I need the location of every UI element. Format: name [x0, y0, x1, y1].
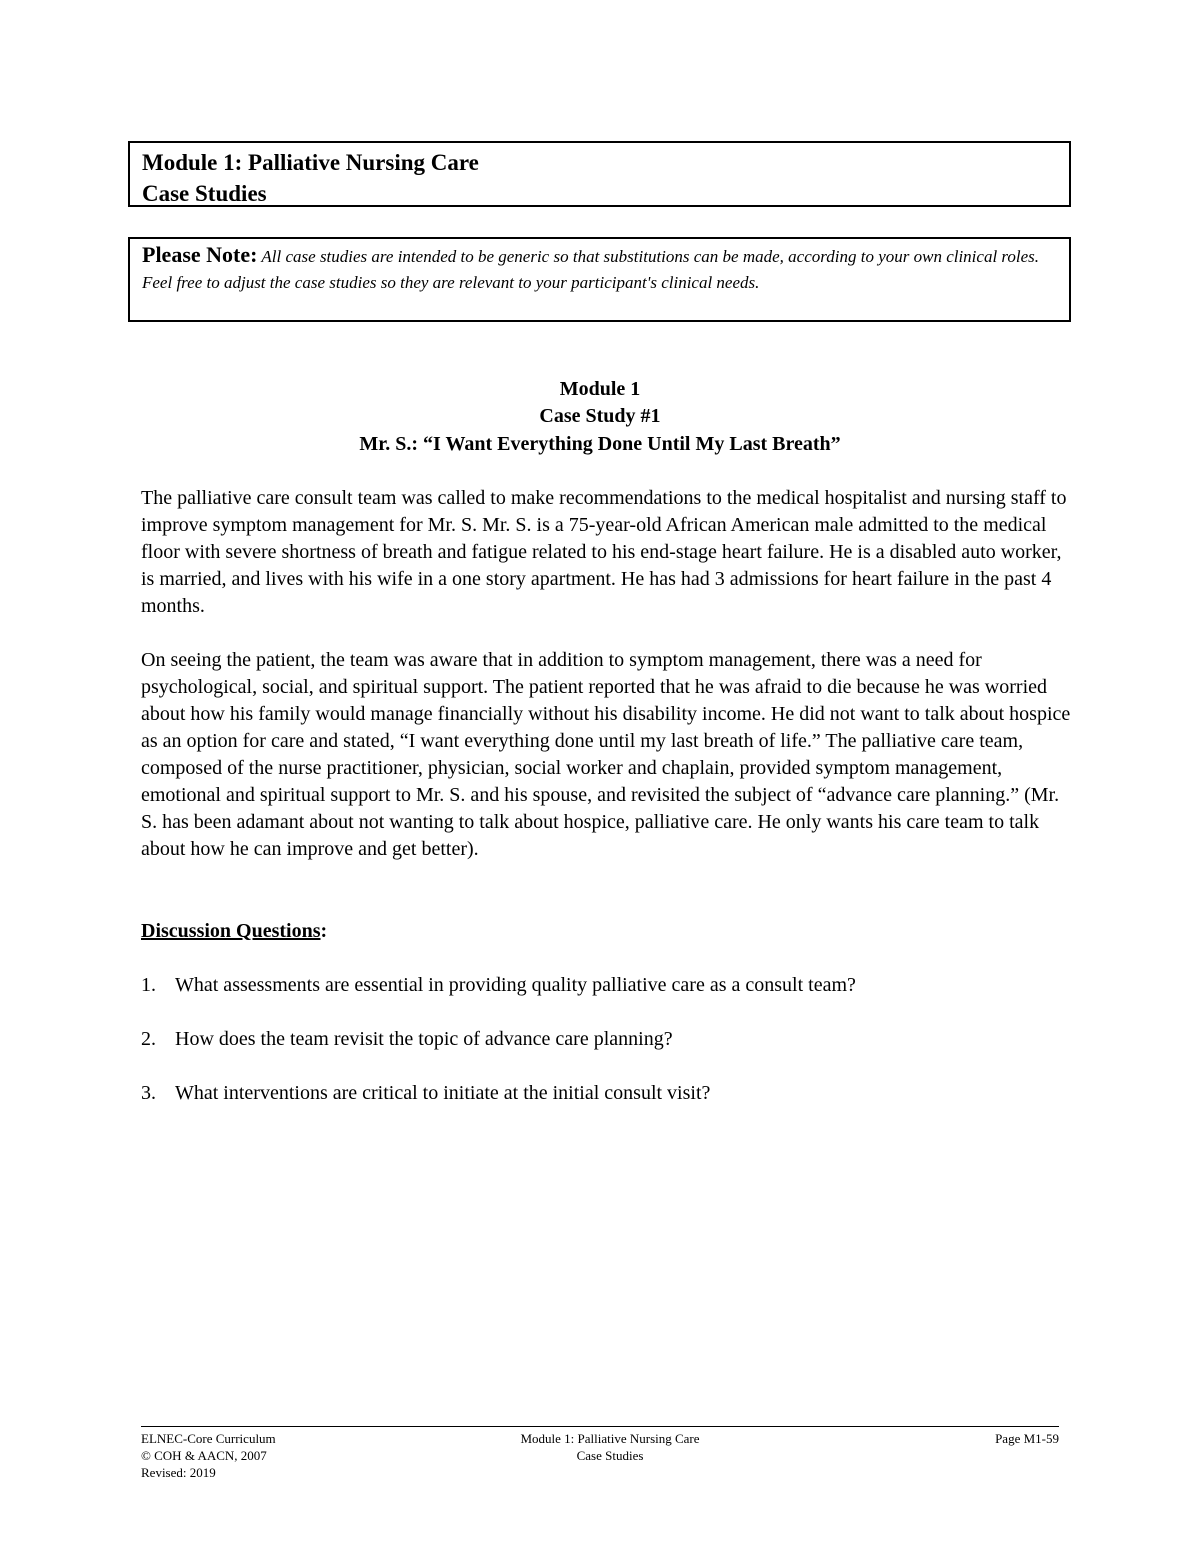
footer-left — [141, 1430, 276, 1481]
footer-center — [490, 1430, 730, 1464]
question-number: 2. — [141, 1028, 156, 1050]
case-paragraph-2: On seeing the patient, the team was aware that in addition to symptom management, there was a need for psychological, social, and spiritual support. The patient reported that he was afraid to die because he was worried about how his family would manage financially without his disability income. He did not want to talk about hospice as an option for care and stated, “I want everything done until my last breath of life.” The palliative care team, composed of the nurse practitioner, physician, social worker and chaplain, provided symptom management, emotional and spiritual support to Mr. S. and his spouse, and revisited the subject of “advance care planning.” (Mr. S. has been adamant about not wanting to talk about hospice, palliative care. He only wants his care team to talk about how he can improve and get better). — [141, 649, 1071, 860]
note-box — [128, 237, 1071, 322]
title-box — [128, 141, 1071, 207]
discussion-heading-colon: : — [320, 920, 328, 942]
footer-module: Module 1: Palliative Nursing Care — [520, 1431, 700, 1446]
discussion-heading — [141, 918, 327, 945]
question-number: 1. — [141, 974, 156, 996]
note-label: Please Note: — [142, 242, 258, 267]
footer-revised: Revised: 2019 — [141, 1465, 216, 1480]
note-paragraph — [142, 242, 1057, 295]
question-number: 3. — [141, 1082, 156, 1104]
footer-copyright: © COH & AACN, 2007 — [141, 1448, 267, 1463]
module-subtitle: Case Studies — [142, 181, 267, 206]
question-text: What interventions are critical to initiate at the initial consult visit? — [175, 1082, 711, 1104]
footer-page-number: Page M1-59 — [995, 1431, 1059, 1446]
module-title: Module 1: Palliative Nursing Care — [142, 150, 479, 175]
note-text: All case studies are intended to be generic so that substitutions can be made, according to your own clinical roles. Feel free to adjust the case studies so they are relevant to your participant's clinical needs. — [142, 247, 1040, 292]
footer-curriculum: ELNEC-Core Curriculum — [141, 1431, 276, 1446]
discussion-heading-text: Discussion Questions — [141, 920, 321, 942]
question-text: What assessments are essential in providing quality palliative care as a consult team? — [175, 974, 856, 996]
question-item — [141, 1080, 1076, 1107]
case-module-heading: Module 1 — [559, 378, 641, 400]
case-paragraph-1: The palliative care consult team was called to make recommendations to the medical hospitalist and nursing staff to improve symptom management for Mr. S. Mr. S. is a 75-year-old African American male admitted to the medical floor with severe shortness of breath and fatigue related to his end-stage heart failure. He is a disabled auto worker, is married, and lives with his wife in a one story apartment. He has had 3 admissions for heart failure in the past 4 months. — [141, 487, 1067, 617]
case-number-heading: Case Study #1 — [539, 405, 661, 427]
case-title-heading: Mr. S.: “I Want Everything Done Until My Last Breath” — [359, 433, 841, 455]
footer-divider — [141, 1426, 1059, 1427]
footer-section: Case Studies — [576, 1448, 644, 1463]
question-text: How does the team revisit the topic of advance care planning? — [175, 1028, 673, 1050]
question-item — [141, 1026, 1076, 1053]
question-item — [141, 972, 1076, 999]
